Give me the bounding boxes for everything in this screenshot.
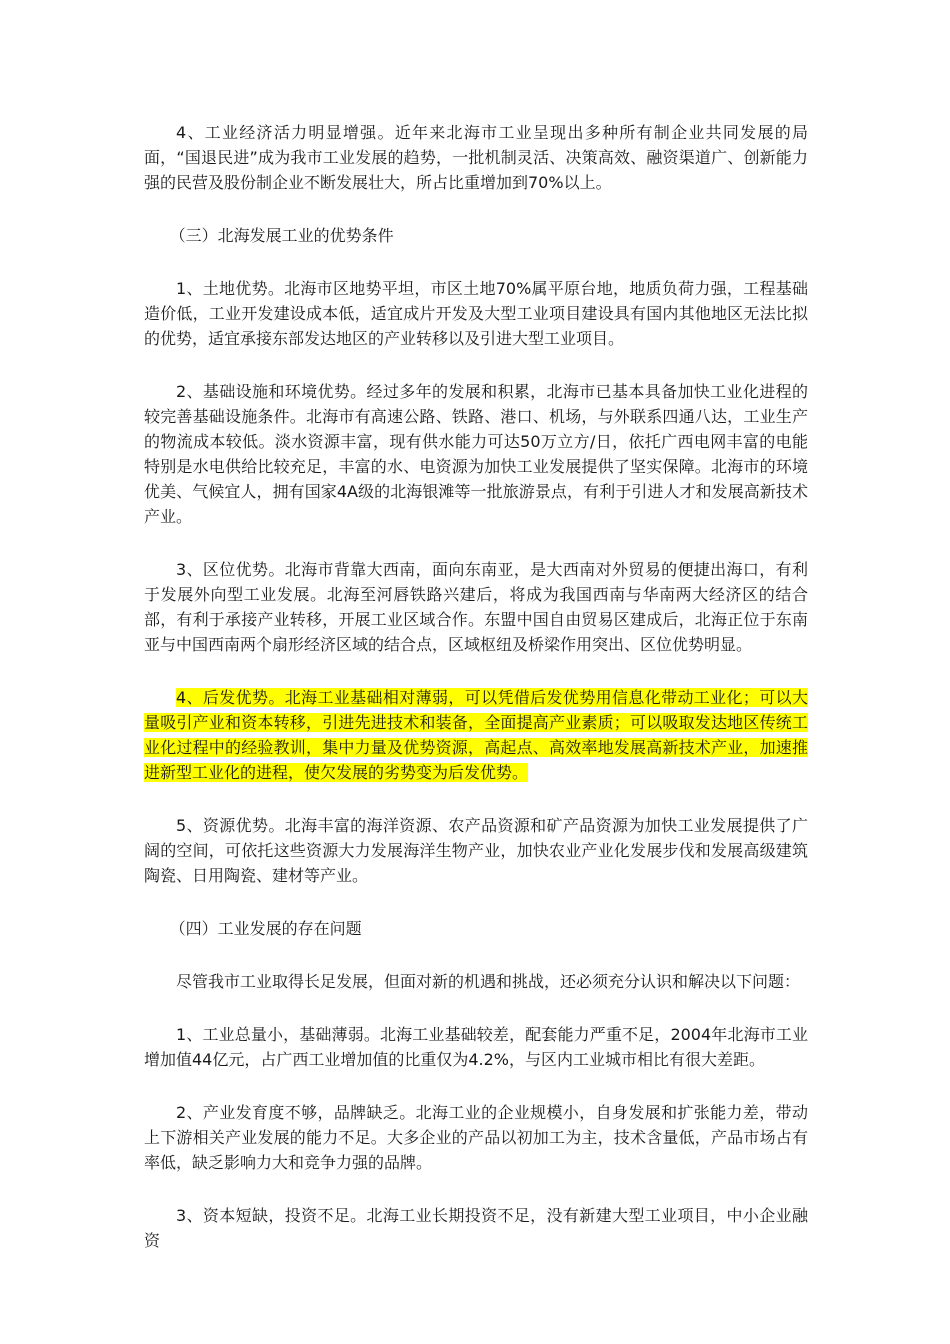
section-heading-problems: （四）工业发展的存在问题	[169, 919, 362, 938]
paragraph-problems-intro: 尽管我市工业取得长足发展，但面对新的机遇和挑战，还必须充分认识和解决以下问题：	[176, 972, 801, 991]
paragraph-weak-brands: 2、产业发育度不够，品牌缺乏。北海工业的企业规模小，自身发展和扩张能力差，带动上下游相关产业发展的能力不足。大多企业的产品以初加工为主，技术含量低，产品市场占有率低，缺乏影响力大和竞争力强的品牌。	[144, 1103, 808, 1172]
paragraph-industrial-vitality: 4、工业经济活力明显增强。近年来北海市工业呈现出多种所有制企业共同发展的局面，“国退民进”成为我市工业发展的趋势，一批机制灵活、决策高效、融资渠道广、创新能力强的民营及股份制企业不断发展壮大，所占比重增加到70%以上。	[144, 123, 808, 192]
highlighted-text: 4、后发优势。北海工业基础相对薄弱，可以凭借后发优势用信息化带动工业化；可以大量吸引产业和资本转移，引进先进技术和装备，全面提高产业素质；可以吸取发达地区传统工业化过程中的经验教训，集中力量及优势资源，高起点、高效率地发展高新技术产业，加速推进新型工业化的进程，使欠发展的劣势变为后发优势。	[144, 688, 808, 782]
paragraph-infrastructure-advantage: 2、基础设施和环境优势。经过多年的发展和积累，北海市已基本具备加快工业化进程的较完善基础设施条件。北海市有高速公路、铁路、港口、机场，与外联系四通八达，工业生产的物流成本较低。淡水资源丰富，现有供水能力可达50万立方/日，依托广西电网丰富的电能特别是水电供给比较充足，丰富的水、电资源为加快工业发展提供了坚实保障。北海市的环境优美、气候宜人，拥有国家4A级的北海银滩等一批旅游景点，有利于引进人才和发展高新技术产业。	[144, 382, 808, 526]
paragraph-late-mover-advantage	[144, 685, 808, 785]
paragraph-capital-shortage: 3、资本短缺，投资不足。北海工业长期投资不足，没有新建大型工业项目，中小企业融资	[144, 1206, 808, 1250]
paragraph-land-advantage: 1、土地优势。北海市区地势平坦，市区土地70%属平原台地，地质负荷力强，工程基础造价低，工业开发建设成本低，适宜成片开发及大型工业项目建设具有国内其他地区无法比拟的优势，适宜承接东部发达地区的产业转移以及引进大型工业项目。	[144, 279, 808, 348]
paragraph-location-advantage: 3、区位优势。北海市背靠大西南，面向东南亚，是大西南对外贸易的便捷出海口，有利于发展外向型工业发展。北海至河唇铁路兴建后，将成为我国西南与华南两大经济区的结合部，有利于承接产业转移，开展工业区域合作。东盟中国自由贸易区建成后，北海正位于东南亚与中国西南两个扇形经济区域的结合点，区域枢纽及桥梁作用突出、区位优势明显。	[144, 560, 808, 654]
paragraph-small-scale: 1、工业总量小，基础薄弱。北海工业基础较差，配套能力严重不足，2004年北海市工业增加值44亿元，占广西工业增加值的比重仅为4.2%，与区内工业城市相比有很大差距。	[144, 1025, 808, 1069]
paragraph-resource-advantage: 5、资源优势。北海丰富的海洋资源、农产品资源和矿产品资源为加快工业发展提供了广阔的空间，可依托这些资源大力发展海洋生物产业，加快农业产业化发展步伐和发展高级建筑陶瓷、日用陶瓷、建材等产业。	[144, 816, 808, 885]
section-heading-advantages: （三）北海发展工业的优势条件	[169, 226, 394, 245]
